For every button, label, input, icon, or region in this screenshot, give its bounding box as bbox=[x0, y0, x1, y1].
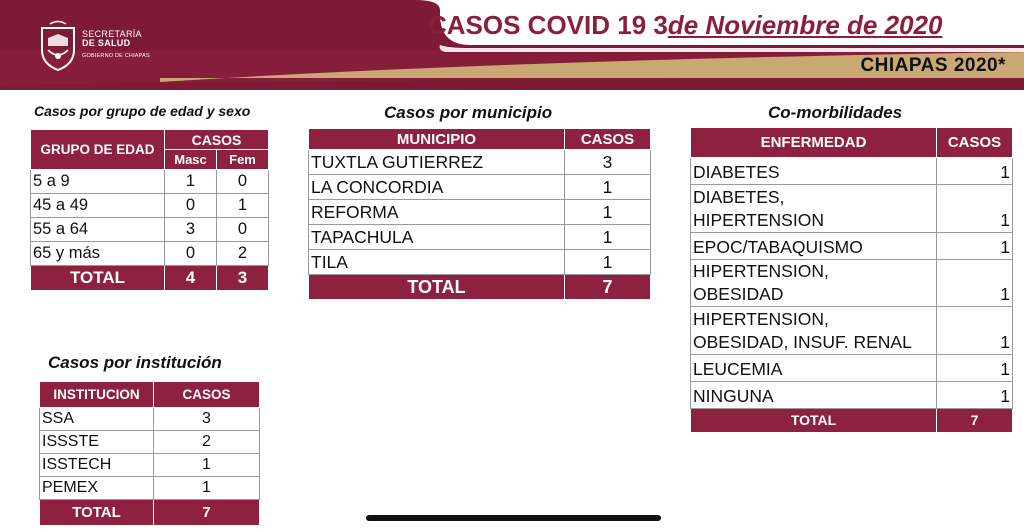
table-row bbox=[691, 382, 1013, 409]
table-row bbox=[31, 218, 269, 242]
table-comorbilidades bbox=[690, 127, 1013, 433]
table-row bbox=[691, 355, 1013, 382]
cell-municipio: TUXTLA GUTIERREZ bbox=[309, 150, 565, 175]
page-subtitle: CHIAPAS 2020* bbox=[860, 55, 1006, 76]
col-header-masc: Masc bbox=[165, 150, 217, 170]
enfermedad-line1: EPOC/TABAQUISMO bbox=[693, 237, 863, 257]
total-value: 7 bbox=[565, 275, 651, 300]
cell-casos: 1 bbox=[937, 233, 1013, 260]
cell-grupo: 5 a 9 bbox=[31, 170, 165, 194]
logo-line1: SECRETARÍA bbox=[82, 29, 142, 39]
coat-of-arms-logo bbox=[38, 20, 78, 72]
cell-municipio: TAPACHULA bbox=[309, 225, 565, 250]
total-row bbox=[40, 500, 260, 526]
home-indicator-bar[interactable] bbox=[366, 515, 661, 521]
cell-enfermedad bbox=[691, 307, 937, 355]
cell-masc: 0 bbox=[165, 242, 217, 266]
enfermedad-line1: LEUCEMIA bbox=[693, 359, 783, 379]
logo-line3: GOBIERNO DE CHIAPAS bbox=[82, 52, 150, 59]
total-row bbox=[309, 275, 651, 300]
cell-enfermedad bbox=[691, 185, 937, 233]
cell-masc: 3 bbox=[165, 218, 217, 242]
cell-masc: 1 bbox=[165, 170, 217, 194]
enfermedad-line1: NINGUNA bbox=[693, 386, 774, 406]
table-row bbox=[40, 454, 260, 477]
total-label: TOTAL bbox=[31, 266, 165, 291]
title-prefix: CASOS COVID 19 3 bbox=[428, 10, 668, 40]
col-header-municipio: MUNICIPIO bbox=[309, 129, 565, 150]
cell-casos: 1 bbox=[937, 185, 1013, 233]
enfermedad-line1: HIPERTENSION, bbox=[693, 261, 829, 281]
cell-municipio: LA CONCORDIA bbox=[309, 175, 565, 200]
enfermedad-line2: OBESIDAD, INSUF. RENAL bbox=[693, 332, 912, 352]
cell-casos: 1 bbox=[937, 382, 1013, 409]
title-date: de Noviembre de 2020 bbox=[667, 10, 943, 40]
cell-fem: 0 bbox=[217, 218, 269, 242]
cell-municipio: TILA bbox=[309, 250, 565, 275]
section-title-municipio: Casos por municipio bbox=[384, 103, 553, 122]
logo-line2: DE SALUD bbox=[82, 38, 131, 49]
table-row bbox=[31, 170, 269, 194]
cell-enfermedad bbox=[691, 260, 937, 307]
total-label: TOTAL bbox=[309, 275, 565, 300]
total-masc: 4 bbox=[165, 266, 217, 291]
section-title-comorbilidades: Co-morbilidades bbox=[768, 103, 903, 122]
cell-enfermedad bbox=[691, 355, 937, 382]
cell-casos: 1 bbox=[937, 355, 1013, 382]
cell-casos: 1 bbox=[565, 175, 651, 200]
table-row bbox=[31, 242, 269, 266]
cell-casos: 1 bbox=[937, 307, 1013, 355]
col-header-casos: CASOS bbox=[937, 128, 1013, 158]
cell-enfermedad bbox=[691, 382, 937, 409]
total-label: TOTAL bbox=[40, 500, 154, 526]
cell-enfermedad bbox=[691, 233, 937, 260]
cell-casos: 1 bbox=[154, 454, 260, 477]
section-title-edad: Casos por grupo de edad y sexo bbox=[34, 103, 251, 119]
enfermedad-line1: DIABETES bbox=[693, 162, 780, 182]
total-value: 7 bbox=[154, 500, 260, 526]
cell-institucion: SSA bbox=[40, 408, 154, 431]
enfermedad-line2: HIPERTENSION bbox=[693, 210, 824, 230]
table-row bbox=[691, 260, 1013, 307]
table-row bbox=[40, 408, 260, 431]
cell-fem: 1 bbox=[217, 194, 269, 218]
cell-grupo: 45 a 49 bbox=[31, 194, 165, 218]
cell-institucion: ISSTECH bbox=[40, 454, 154, 477]
cell-masc: 0 bbox=[165, 194, 217, 218]
section-title-institucion: Casos por institución bbox=[48, 353, 222, 372]
table-municipio bbox=[308, 128, 651, 300]
table-row bbox=[691, 158, 1013, 185]
enfermedad-line1: DIABETES, bbox=[693, 187, 785, 207]
cell-casos: 3 bbox=[565, 150, 651, 175]
col-header-enfermedad: ENFERMEDAD bbox=[691, 128, 937, 158]
cell-casos: 2 bbox=[154, 431, 260, 454]
col-header-casos: CASOS bbox=[154, 382, 260, 408]
cell-enfermedad bbox=[691, 158, 937, 185]
table-age-sex bbox=[30, 129, 269, 291]
table-row bbox=[691, 185, 1013, 233]
cell-casos: 1 bbox=[154, 477, 260, 500]
cell-casos: 1 bbox=[565, 225, 651, 250]
total-row bbox=[691, 409, 1013, 433]
total-label: TOTAL bbox=[691, 409, 937, 433]
table-institucion bbox=[39, 381, 260, 526]
table-row bbox=[40, 431, 260, 454]
cell-casos: 1 bbox=[565, 200, 651, 225]
table-row bbox=[309, 200, 651, 225]
col-header-fem: Fem bbox=[217, 150, 269, 170]
cell-institucion: ISSSTE bbox=[40, 431, 154, 454]
cell-casos: 1 bbox=[565, 250, 651, 275]
table-row bbox=[309, 175, 651, 200]
cell-casos: 1 bbox=[937, 260, 1013, 307]
col-header-grupo: GRUPO DE EDAD bbox=[31, 130, 165, 170]
col-header-institucion: INSTITUCION bbox=[40, 382, 154, 408]
total-fem: 3 bbox=[217, 266, 269, 291]
cell-grupo: 65 y más bbox=[31, 242, 165, 266]
cell-fem: 0 bbox=[217, 170, 269, 194]
total-row bbox=[31, 266, 269, 291]
enfermedad-line2: OBESIDAD bbox=[693, 284, 784, 304]
table-row bbox=[309, 250, 651, 275]
col-header-casos: CASOS bbox=[165, 130, 269, 150]
cell-municipio: REFORMA bbox=[309, 200, 565, 225]
table-row bbox=[691, 233, 1013, 260]
table-row bbox=[309, 150, 651, 175]
page-header bbox=[0, 0, 1024, 90]
cell-casos: 1 bbox=[937, 158, 1013, 185]
col-header-casos: CASOS bbox=[565, 129, 651, 150]
cell-institucion: PEMEX bbox=[40, 477, 154, 500]
cell-grupo: 55 a 64 bbox=[31, 218, 165, 242]
cell-fem: 2 bbox=[217, 242, 269, 266]
table-row bbox=[40, 477, 260, 500]
page-title bbox=[428, 10, 942, 41]
cell-casos: 3 bbox=[154, 408, 260, 431]
table-row bbox=[309, 225, 651, 250]
total-value: 7 bbox=[937, 409, 1013, 433]
table-row bbox=[31, 194, 269, 218]
enfermedad-line1: HIPERTENSION, bbox=[693, 309, 829, 329]
logo-text bbox=[82, 30, 150, 60]
table-row bbox=[691, 307, 1013, 355]
